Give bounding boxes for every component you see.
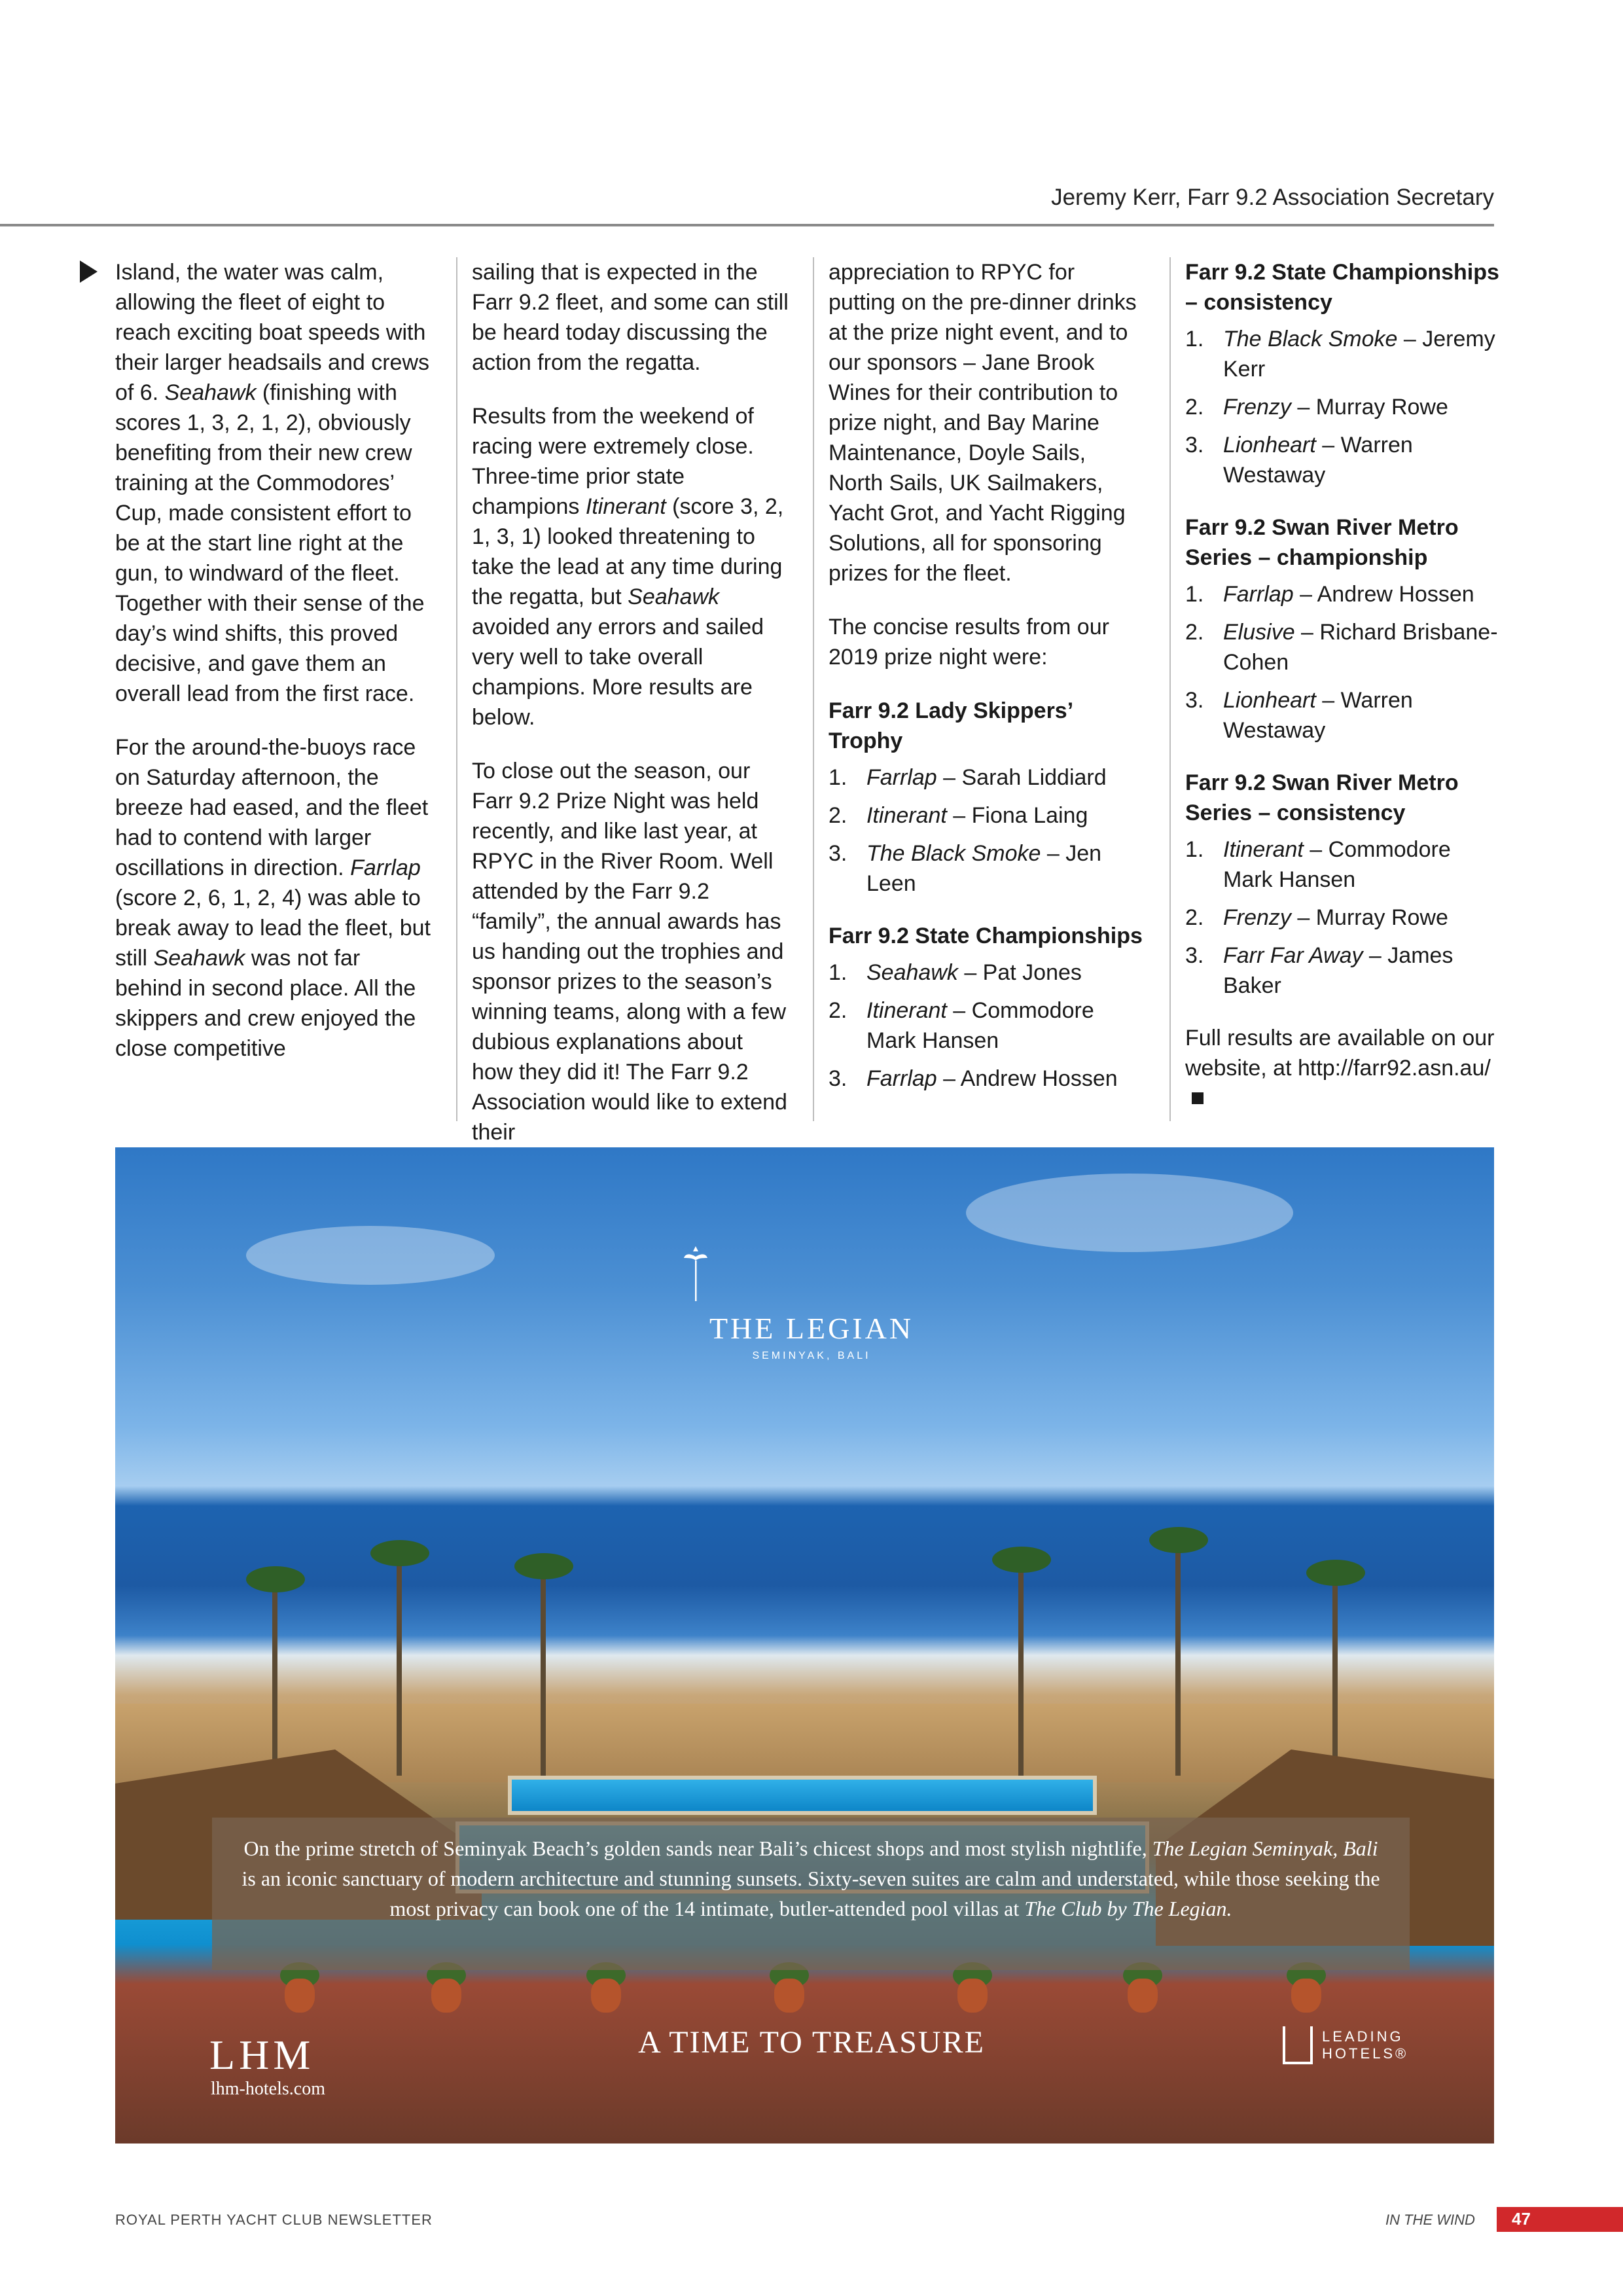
- column-divider: [1169, 257, 1171, 1121]
- article-column-2: [472, 257, 789, 1147]
- lhm-logo: LHM: [209, 2032, 315, 2078]
- paragraph: sailing that is expected in the Farr 9.2 fleet, and some can still be heard today discussing the action from the regatta.: [472, 260, 789, 375]
- ad-tagline: A TIME TO TREASURE: [638, 2025, 985, 2060]
- paragraph: The concise results from our 2019 prize night were:: [829, 615, 1109, 670]
- palm-trunk: [1018, 1560, 1024, 1782]
- palm-canopy: [370, 1540, 429, 1566]
- plant-pot: [1128, 1979, 1158, 2013]
- boat-name: Itinerant: [585, 494, 666, 519]
- results-heading: Farr 9.2 Swan River Metro Series – championship: [1185, 515, 1459, 570]
- palm-canopy: [1306, 1560, 1365, 1586]
- palm-canopy: [246, 1566, 305, 1592]
- page-number: 47: [1512, 2209, 1531, 2229]
- boat-name: Seahawk: [628, 584, 720, 609]
- ad-caption: On the prime stretch of Seminyak Beach’s golden sands near Bali’s chicest shops and most stylish nightlife, The Legian Seminyak, Bali is an iconic sanctuary of modern architecture and stunning sunsets. Sixty-seven suites are calm and understated, while those seeking the most privacy can book one of the 14 intimate, butler-attended pool villas at The Club by The Legian.: [212, 1818, 1410, 1970]
- boat-name: Seahawk: [153, 946, 245, 971]
- list-item: 1. Farrlap – Sarah Liddiard: [829, 765, 1107, 790]
- plant-pot: [774, 1979, 804, 2013]
- paragraph: For the around-the-buoys race on Saturday afternoon, the breeze had eased, and the fleet had to contend with larger oscillations in direction. Farrlap (score 2, 6, 1, 2, 4) was able to break away to lead the fleet, but still Seahawk was not far behind in second place. All the skippers and crew enjoyed the close competitive: [115, 735, 431, 1061]
- results-block: [1185, 257, 1503, 490]
- list-item: 1. Farrlap – Andrew Hossen: [1185, 582, 1474, 607]
- boat-name: Seahawk: [164, 380, 257, 405]
- palm-canopy: [1149, 1527, 1208, 1553]
- column-divider: [456, 257, 457, 1121]
- results-block: [1185, 768, 1503, 1001]
- paragraph: Island, the water was calm, allowing the fleet of eight to reach exciting boat speeds with their larger headsails and crews of 6. Seahawk (finishing with scores 1, 3, 2, 1, 2), obviously benefiting from their new crew training at the Commodores’ Cup, made consistent effort to be at the start line right at the gun, to windward of the fleet. Together with their sense of the day’s wind shifts, this proved decisive, and gave them an overall lead from the first race.: [115, 260, 430, 706]
- list-item: 3. Lionheart – Warren Westaway: [1185, 688, 1413, 743]
- palm-trunk: [1175, 1540, 1181, 1776]
- results-list: [1185, 579, 1503, 745]
- legian-logo-icon: [683, 1242, 709, 1304]
- plant-pot: [957, 1979, 988, 2013]
- palm-trunk: [397, 1553, 402, 1776]
- palm-canopy: [514, 1553, 573, 1579]
- results-block: [829, 696, 1146, 899]
- boat-name: Farrlap: [350, 855, 421, 880]
- article-column-3: [829, 257, 1146, 1116]
- list-item: 2. Itinerant – Commodore Mark Hansen: [829, 998, 1094, 1053]
- end-mark-icon: [1192, 1092, 1204, 1104]
- header-rule: [0, 224, 1494, 226]
- paragraph: Results from the weekend of racing were extremely close. Three-time prior state champions Itinerant (score 3, 2, 1, 3, 1) looked threatening to take the lead at any time during the regatta, but Seahawk avoided any errors and sailed very well to take overall champions. More results are below.: [472, 404, 784, 730]
- palm-trunk: [272, 1579, 277, 1776]
- results-heading: Farr 9.2 Swan River Metro Series – consistency: [1185, 770, 1459, 825]
- results-list: [829, 958, 1146, 1094]
- list-item: 1. The Black Smoke – Jeremy Kerr: [1185, 327, 1495, 382]
- results-list: [829, 762, 1146, 899]
- palm-trunk: [1332, 1573, 1338, 1782]
- lhm-url: lhm-hotels.com: [211, 2079, 325, 2099]
- list-item: 3. Farrlap – Andrew Hossen: [829, 1066, 1118, 1091]
- results-heading: Farr 9.2 State Championships – consistency: [1185, 260, 1499, 315]
- results-block: [829, 921, 1146, 1094]
- leading-hotels-icon: [1283, 2026, 1313, 2064]
- legian-advertisement: [115, 1147, 1494, 2144]
- cloud: [246, 1226, 495, 1285]
- infinity-pool: [508, 1776, 1097, 1815]
- list-item: 3. Lionheart – Warren Westaway: [1185, 433, 1413, 488]
- closing-paragraph: Full results are available on our website, at http://farr92.asn.au/: [1185, 1023, 1503, 1113]
- list-item: 3. Farr Far Away – James Baker: [1185, 943, 1454, 998]
- results-block: [1185, 512, 1503, 745]
- list-item: 1. Itinerant – Commodore Mark Hansen: [1185, 837, 1451, 892]
- ad-brand-location: SEMINYAK, BALI: [752, 1350, 871, 1361]
- list-item: 3. The Black Smoke – Jen Leen: [829, 841, 1102, 896]
- cloud: [966, 1174, 1293, 1252]
- plant-pot: [285, 1979, 315, 2013]
- results-list: [1185, 324, 1503, 490]
- palm-trunk: [541, 1566, 546, 1782]
- footer-section: IN THE WIND: [1385, 2212, 1475, 2228]
- leading-hotels-logo: LEADING HOTELS®: [1283, 2026, 1408, 2064]
- list-item: 2. Frenzy – Murray Rowe: [1185, 905, 1448, 930]
- plant-pot: [1291, 1979, 1321, 2013]
- article-column-4: [1185, 257, 1503, 1113]
- list-item: 2. Itinerant – Fiona Laing: [829, 803, 1088, 828]
- results-list: [1185, 834, 1503, 1001]
- author-byline: Jeremy Kerr, Farr 9.2 Association Secretary: [1051, 185, 1494, 210]
- ad-brand-name: THE LEGIAN: [709, 1312, 914, 1345]
- results-heading: Farr 9.2 Lady Skippers’ Trophy: [829, 698, 1073, 753]
- continued-arrow-icon: [80, 260, 98, 283]
- palm-canopy: [992, 1547, 1051, 1573]
- plant-pot: [431, 1979, 461, 2013]
- column-divider: [813, 257, 814, 1121]
- list-item: 2. Elusive – Richard Brisbane-Cohen: [1185, 620, 1498, 675]
- plant-pot: [591, 1979, 621, 2013]
- list-item: 1. Seahawk – Pat Jones: [829, 960, 1082, 985]
- article-column-1: [115, 257, 433, 1064]
- paragraph: To close out the season, our Farr 9.2 Prize Night was held recently, and like last year, at RPYC in the River Room. Well attended by the Farr 9.2 “family”, the annual awards has us handing out the trophies and sponsor prizes to the season’s winning teams, along with a few dubious explanations about how they did it! The Farr 9.2 Association would like to extend their: [472, 759, 787, 1145]
- list-item: 2. Frenzy – Murray Rowe: [1185, 395, 1448, 420]
- results-heading: Farr 9.2 State Championships: [829, 924, 1143, 948]
- paragraph: appreciation to RPYC for putting on the pre-dinner drinks at the prize night event, and to our sponsors – Jane Brook Wines for their contribution to prize night, and Bay Marine Maintenance, Doyle Sails, North Sails, UK Sailmakers, Yacht Grot, and Yacht Rigging Solutions, all for sponsoring prizes for the fleet.: [829, 260, 1137, 586]
- footer-publication: ROYAL PERTH YACHT CLUB NEWSLETTER: [115, 2212, 433, 2228]
